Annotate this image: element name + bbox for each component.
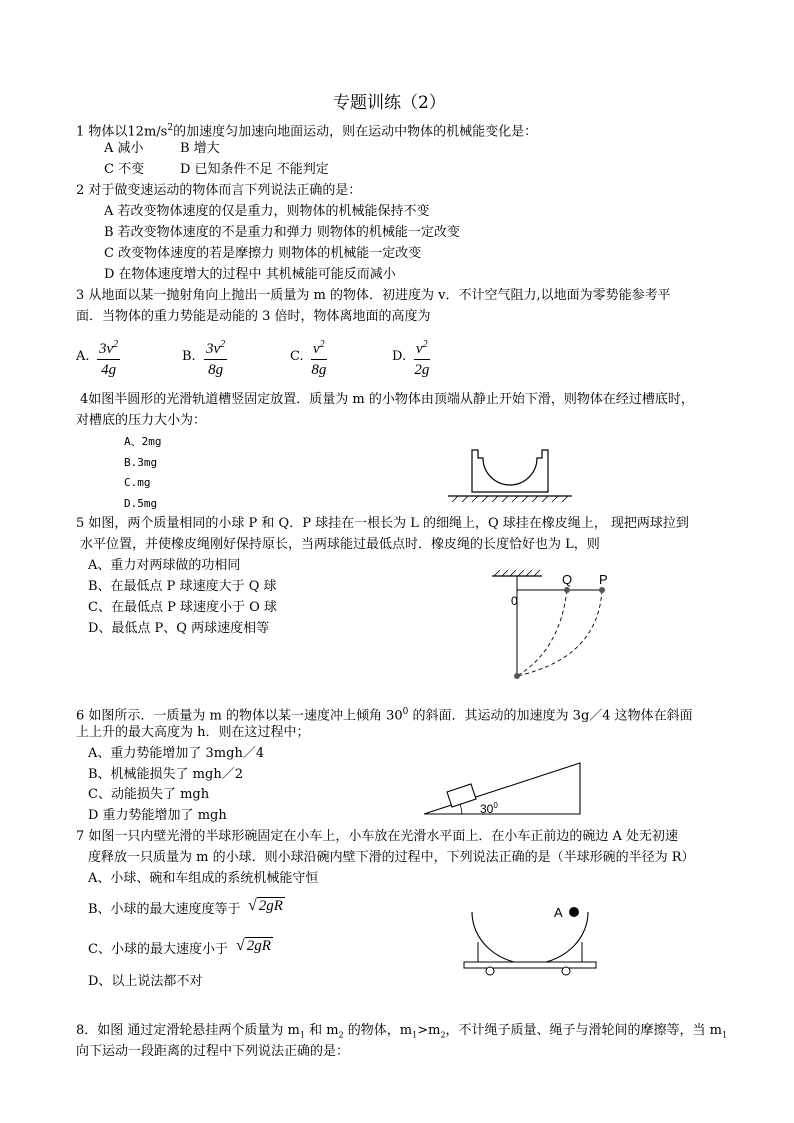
q3-option-d-fraction [414,335,430,380]
incline-figure [420,760,584,816]
q6-option-a: A、重力势能增加了 3mgh／4 [88,746,265,761]
incline-angle-value: 30 [480,802,494,816]
q5-option-c: C、在最低点 P 球速度小于 O 球 [88,600,277,615]
q4-option-c: C.mg [124,476,151,489]
half-pipe-track-figure [448,446,572,506]
q2-option-c: C 改变物体速度的若是摩擦力 则物体的机械能一定改变 [104,246,422,261]
incline-angle-label [480,797,498,818]
question-4-line1: 4如图半圆形的光滑轨道槽竖固定放置．质量为 m 的小物体由顶端从静止开始下滑，则物体在经过槽底时， [80,392,694,407]
q7-b-sqrt-text: 2gR [258,898,283,914]
question-5-line1: 5 如图，两个质量相同的小球 P 和 Q．P 球挂在一根长为 L 的细绳上，Q 球挂在橡皮绳上， 现把两球拉到 [76,516,689,531]
q4-option-a: A、2mg [124,435,162,448]
q6-line1-sup: 0 [402,707,409,717]
q4-option-d: D.5mg [124,497,158,510]
q3-c-denominator: 8g [311,362,327,378]
q1-stem-post: 的加速度匀加速向地面运动，则在运动中物体的机械能变化是： [173,124,538,140]
q3-option-c-fraction [311,335,327,380]
q3-option-b-label: B. [182,349,196,364]
fig-label-p: P [599,572,608,587]
q2-option-d: D 在物体速度增大的过程中 其机械能可能反而减小 [104,267,396,282]
q6-option-c: C、动能损失了 mgh [88,787,210,802]
q6-option-b: B、机械能损失了 mgh／2 [88,767,243,782]
q7-option-c-sqrt: √ 2gR [236,937,271,954]
q7-option-b: B、小球的最大速度度等于 [88,902,241,917]
q3-d-numerator: v [416,341,423,357]
q3-option-c-label: C. [290,349,304,364]
fig-label-a: A [554,905,563,920]
q3-option-a-label: A. [76,349,90,364]
question-4-line2: 对槽底的压力大小为： [76,413,207,428]
q3-b-numerator: 3v [206,341,221,357]
question-7-line1: 7 如图一只内壁光滑的半球形碗固定在小车上，小车放在光滑水平面上．在小车正前边的碗边 A 处无初速 [76,829,679,844]
q1-option-d: D 已知条件不足 不能判定 [180,162,329,177]
q3-option-b-fraction [204,335,227,380]
q1-stem-pre: 1 物体以12m/s [76,124,168,140]
question-3-line2: 面．当物体的重力势能是动能的 3 倍时，物体离地面的高度为 [76,309,431,324]
question-7-line2: 度释放一只质量为 m 的小球．则小球沿碗内壁下滑的过程中，下列说法正确的是（半球形碗的半径为 R） [88,850,695,865]
q3-a-denominator: 4g [101,362,117,378]
q2-option-a: A 若改变物体速度的仅是重力，则物体的机械能保持不变 [104,204,430,219]
q1-stem-sup: 2 [167,123,174,133]
question-5-line2: 水平位置，并使橡皮绳刚好保持原长，当两球能过最低点时．橡皮绳的长度恰好也为 L，则 [80,537,600,552]
q5-option-a: A、重力对两球做的功相同 [88,558,241,573]
question-8-line1 [76,1022,727,1045]
question-8-line2: 向下运动一段距离的过程中下列说法正确的是： [76,1044,350,1059]
q7-option-c: C、小球的最大速度小于 [88,942,228,957]
q8-sub3: 1 [412,1030,418,1040]
q3-d-sup: 2 [422,339,428,350]
q4-option-b: B.3mg [124,456,158,469]
q3-c-sup: 2 [319,339,325,350]
q3-b-sup: 2 [220,339,226,350]
q7-c-sqrt-text: 2gR [246,938,271,954]
fig-label-o: 0 [511,594,518,608]
page-title: 专题训练（2） [333,93,446,113]
q3-a-sup: 2 [113,339,119,350]
q8-line1-pre: 8．如图 通过定滑轮悬挂两个质量为 m [76,1023,300,1038]
q6-option-d: D 重力势能增加了 mgh [88,808,227,823]
question-6-line2: 上上升的最大高度为 h．则在这过程中； [76,725,310,740]
q3-c-numerator: v [313,341,320,357]
q8-sub1: 1 [299,1030,305,1040]
q3-a-numerator: 3v [99,341,114,357]
incline-angle-sup: 0 [493,801,498,810]
q8-line1-mid2: 的物体，m [343,1023,413,1038]
question-1-stem [76,119,537,141]
question-3-line1: 3 从地面以某一抛射角向上抛出一质量为 m 的物体．初进度为 v．不计空气阻力,以地面为零势能参考平 [76,288,671,303]
q8-line1-post: ，不计绳子质量、绳子与滑轮间的摩擦等，当 m [445,1023,723,1038]
q7-option-a: A、小球、碗和车组成的系统机械能守恒 [88,871,319,886]
question-2-stem: 2 对于做变速运动的物体而言下列说法正确的是： [76,183,362,198]
q8-line1-mid1: 和 m [304,1023,339,1038]
question-6-line1 [76,703,693,725]
q2-option-b: B 若改变物体速度的不是重力和弹力 则物体的机械能一定改变 [104,225,460,240]
q1-option-c: C 不变 [104,162,145,177]
q1-option-b: B 增大 [180,141,220,156]
q1-option-a: A 减小 [104,141,144,156]
q3-b-denominator: 8g [208,362,224,378]
q3-d-denominator: 2g [414,362,430,378]
q3-option-a-fraction [97,335,120,380]
q7-option-b-sqrt: √ 2gR [248,897,283,914]
q5-option-d: D、最低点 P、Q 两球速度相等 [88,621,270,636]
q8-sub2: 2 [338,1030,344,1040]
q8-sub5: 1 [722,1030,728,1040]
q8-sub4: 2 [440,1030,446,1040]
bowl-cart-figure [460,900,600,980]
q5-option-b: B、在最低点 P 球速度大于 Q 球 [88,579,277,594]
q7-option-d: D、以上说法都不对 [88,974,203,989]
q6-line1-pre: 6 如图所示．一质量为 m 的物体以某一速度冲上倾角 30 [76,708,403,724]
q6-line1-post: 的斜面．其运动的加速度为 3g／4 这物体在斜面 [408,708,693,724]
q3-option-d-label: D. [392,349,407,364]
q8-line1-mid3: >m [417,1023,441,1038]
fig-label-q: Q [562,572,573,587]
